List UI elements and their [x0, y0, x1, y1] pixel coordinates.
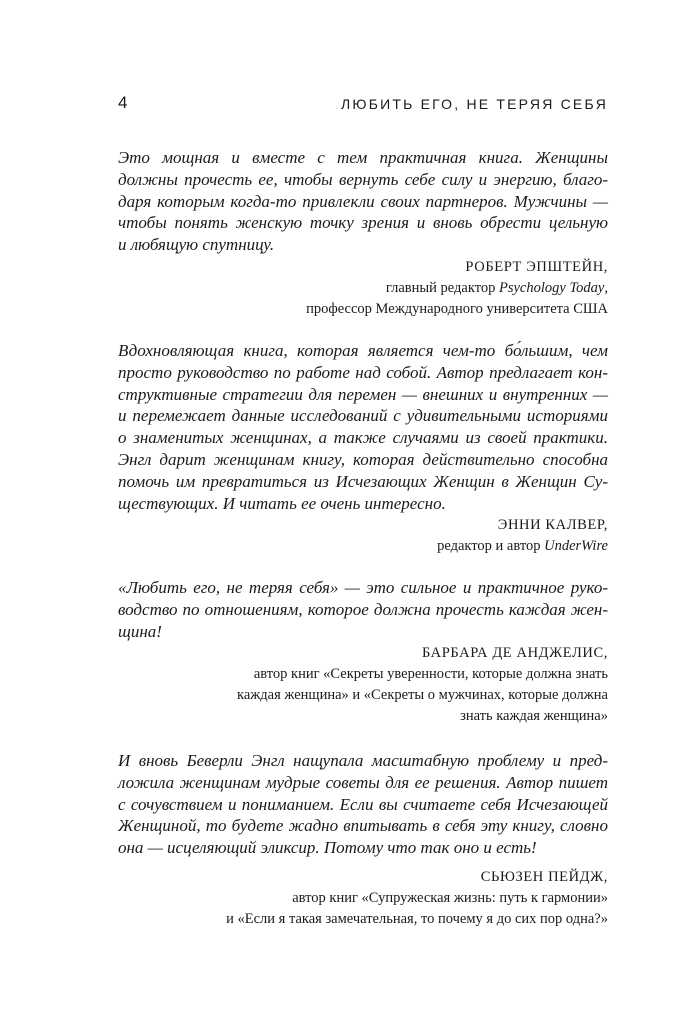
reviewer-role: знать каждая женщина» — [460, 708, 608, 725]
reviewer-name: СЬЮЗЕН ПЕЙДЖ, — [480, 868, 608, 885]
publication-title: Psychology Today — [498, 279, 605, 296]
quote-line: просто руководство по работе над собой. Автор предлагает кон- — [118, 362, 608, 382]
quote-line: И вновь Беверли Энгл нащупала масштабную проблему и пред- — [118, 751, 608, 770]
review-attribution — [118, 643, 608, 727]
quote-line: с сочувствием и пониманием. Если вы считаете себя Исчезающей — [118, 794, 608, 814]
review-quote — [118, 750, 608, 859]
review-de-angelis — [118, 577, 608, 727]
quote-line: о знаменитых женщинах, а также случаями из своей практики. — [118, 428, 608, 448]
page-header — [118, 93, 608, 115]
quote-line: структивные стратегии для перемен — внешних и внутренних — — [118, 384, 608, 404]
review-attribution — [118, 867, 608, 930]
quote-line: даря которым когда-то привлекли своих партнеров. Мужчины — — [118, 191, 608, 211]
quote-line: ществующих. И читать ее очень интересно. — [118, 493, 446, 513]
quote-line: должны прочесть ее, чтобы вернуть себе силу и энергию, благо- — [118, 169, 608, 189]
reviewer-name: ЭННИ КАЛВЕР, — [497, 517, 608, 534]
quote-line: Это мощная и вместе с тем практичная книга. Женщины — [118, 148, 608, 167]
running-title: ЛЮБИТЬ ЕГО, НЕ ТЕРЯЯ СЕБЯ — [341, 96, 608, 112]
quote-line: и перемежает данные исследований с удивительными историями — [118, 406, 608, 426]
quote-line: Вдохновляющая книга, которая является чем-то бо́льшим, чем — [118, 341, 608, 360]
quote-line: она — исцеляющий эликсир. Потому что так оно и есть! — [118, 838, 537, 858]
publication-title: UnderWire — [544, 538, 608, 555]
reviewer-role: профессор Международного университета США — [306, 300, 608, 317]
review-epstein — [118, 147, 608, 320]
quote-line: водство по отношениям, которое должна прочесть каждая жен- — [118, 599, 608, 619]
review-quote — [118, 340, 608, 514]
review-attribution — [118, 515, 608, 557]
page-number: 4 — [118, 93, 128, 112]
review-culver — [118, 340, 608, 557]
reviewer-name: БАРБАРА ДЕ АНДЖЕЛИС, — [421, 645, 608, 662]
quote-line: Энгл дарит женщинам книгу, которая действительно способна — [118, 449, 608, 469]
reviewer-role: каждая женщина» и «Секреты о мужчинах, которые должна — [237, 687, 608, 704]
quote-line: ложила женщинам мудрые советы для ее решения. Автор пишет — [118, 772, 608, 792]
review-quote — [118, 577, 608, 642]
reviewer-role: и «Если я такая замечательная, то почему я до сих пор одна?» — [226, 910, 608, 927]
reviewer-role: автор книг «Секреты уверенности, которые должна знать — [253, 666, 608, 683]
review-page — [118, 750, 608, 930]
quote-line: чтобы понять женскую точку зрения и вновь обрести цельную — [118, 213, 608, 233]
reviewer-name: РОБЕРТ ЭПШТЕЙН, — [465, 258, 608, 275]
quote-line: помочь им превратиться из Исчезающих Женщин в Женщин Су- — [118, 471, 608, 491]
reviewer-role: главный редактор Psychology Today, — [385, 279, 608, 296]
reviewer-role: автор книг «Супружеская жизнь: путь к гармонии» — [292, 889, 608, 906]
review-attribution — [118, 257, 608, 320]
quote-line: «Любить его, не теряя себя» — это сильное и практичное руко- — [118, 578, 608, 597]
quote-line: Женщиной, то будете жадно впитывать в себя эту книгу, словно — [118, 816, 608, 836]
quote-line: и любящую спутницу. — [118, 235, 275, 255]
review-quote — [118, 147, 608, 256]
reviewer-role: редактор и автор UnderWire — [437, 538, 608, 555]
quote-line: щина! — [118, 621, 162, 641]
